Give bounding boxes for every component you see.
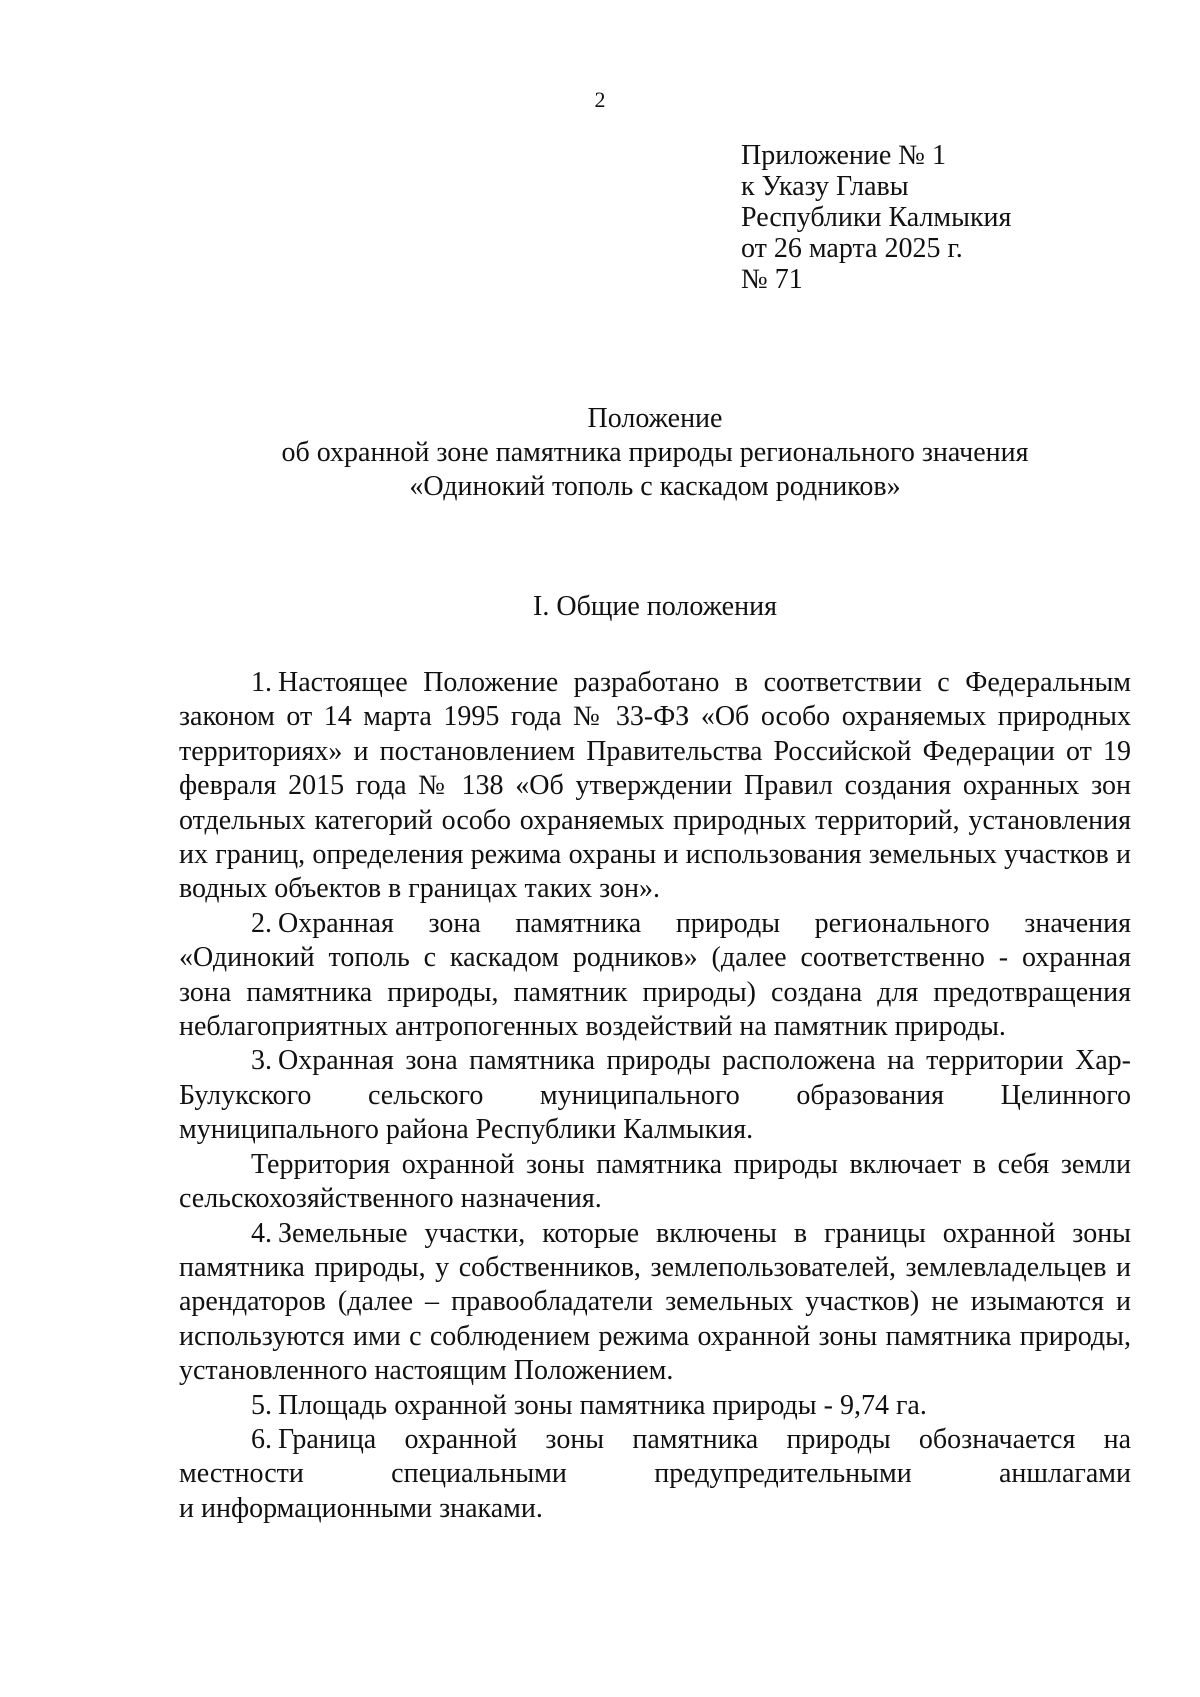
paragraph-2 bbox=[179, 907, 1131, 1045]
paragraph-number: 5. bbox=[251, 1389, 272, 1421]
document-body bbox=[179, 666, 1131, 1526]
title-line: Положение bbox=[587, 403, 723, 434]
appendix-reference-block bbox=[741, 140, 1011, 295]
appendix-line: № 71 bbox=[741, 264, 803, 295]
page-number: 2 bbox=[594, 87, 606, 112]
appendix-line: Республики Калмыкия bbox=[741, 202, 1012, 233]
paragraph-3-continued bbox=[179, 1148, 1131, 1217]
paragraph-text: Настоящее Положение разработано в соответствии с Федеральным законом от 14 марта 1995 года № 33-ФЗ «Об особо охраняемых природных территориях» и постановлением Правительства Российской Федерации от 19 февраля 2015 года № 138 «Об утверждении Правил создания охранных зон отдельных категорий особо охраняемых природных территорий, установления их границ, определения режима охраны и использования земельных участков и водных объектов в границах таких зон». bbox=[179, 667, 1131, 905]
paragraph-number: 2. bbox=[251, 907, 272, 939]
paragraph-text: Охранная зона памятника природы расположена на территории Хар-Булукского сельского муниципального образования Целинного муниципального района Республики Калмыкия. bbox=[179, 1045, 1131, 1146]
paragraph-number: 4. bbox=[251, 1217, 272, 1249]
paragraph-number: 1. bbox=[251, 667, 272, 698]
title-line: «Одинокий тополь с каскадом родников» bbox=[409, 471, 901, 502]
title-line: об охранной зоне памятника природы регионального значения bbox=[281, 437, 1029, 468]
appendix-line: Приложение № 1 bbox=[741, 140, 946, 171]
document-title bbox=[0, 402, 1200, 504]
paragraph-3 bbox=[179, 1044, 1131, 1147]
paragraph-4 bbox=[179, 1217, 1131, 1389]
paragraph-text: Земельные участки, которые включены в границы охранной зоны памятника природы, у собственников, землепользователей, землевладельцев и арендаторов (далее – правообладатели земельных участков) не изымаются и используются ими с соблюдением режима охранной зоны памятника природы, установленного настоящим Положением. bbox=[179, 1217, 1131, 1387]
appendix-line: от 26 марта 2025 г. bbox=[741, 233, 963, 264]
paragraph-6 bbox=[179, 1423, 1131, 1492]
paragraph-6-last-line: и информационными знаками. bbox=[179, 1492, 543, 1524]
section-heading: I. Общие положения bbox=[533, 591, 777, 622]
paragraph-text: Площадь охранной зоны памятника природы - 9,74 га. bbox=[278, 1389, 927, 1421]
paragraph-number: 6. bbox=[251, 1423, 272, 1455]
appendix-line: к Указу Главы bbox=[741, 171, 909, 202]
paragraph-text: Охранная зона памятника природы регионального значения «Одинокий тополь с каскадом родников» (далее соответственно - охранная зона памятника природы, памятник природы) создана для предотвращения неблагоприятных антропогенных воздействий на памятник природы. bbox=[179, 907, 1131, 1043]
paragraph-5 bbox=[179, 1389, 1131, 1423]
paragraph-number: 3. bbox=[251, 1045, 272, 1077]
paragraph-text: Территория охранной зоны памятника природы включает в себя земли сельскохозяйственного назначения. bbox=[179, 1148, 1131, 1215]
paragraph-1 bbox=[179, 666, 1131, 907]
paragraph-text: Граница охранной зоны памятника природы обозначается на местности специальными предупредительными аншлагами bbox=[179, 1423, 1131, 1490]
